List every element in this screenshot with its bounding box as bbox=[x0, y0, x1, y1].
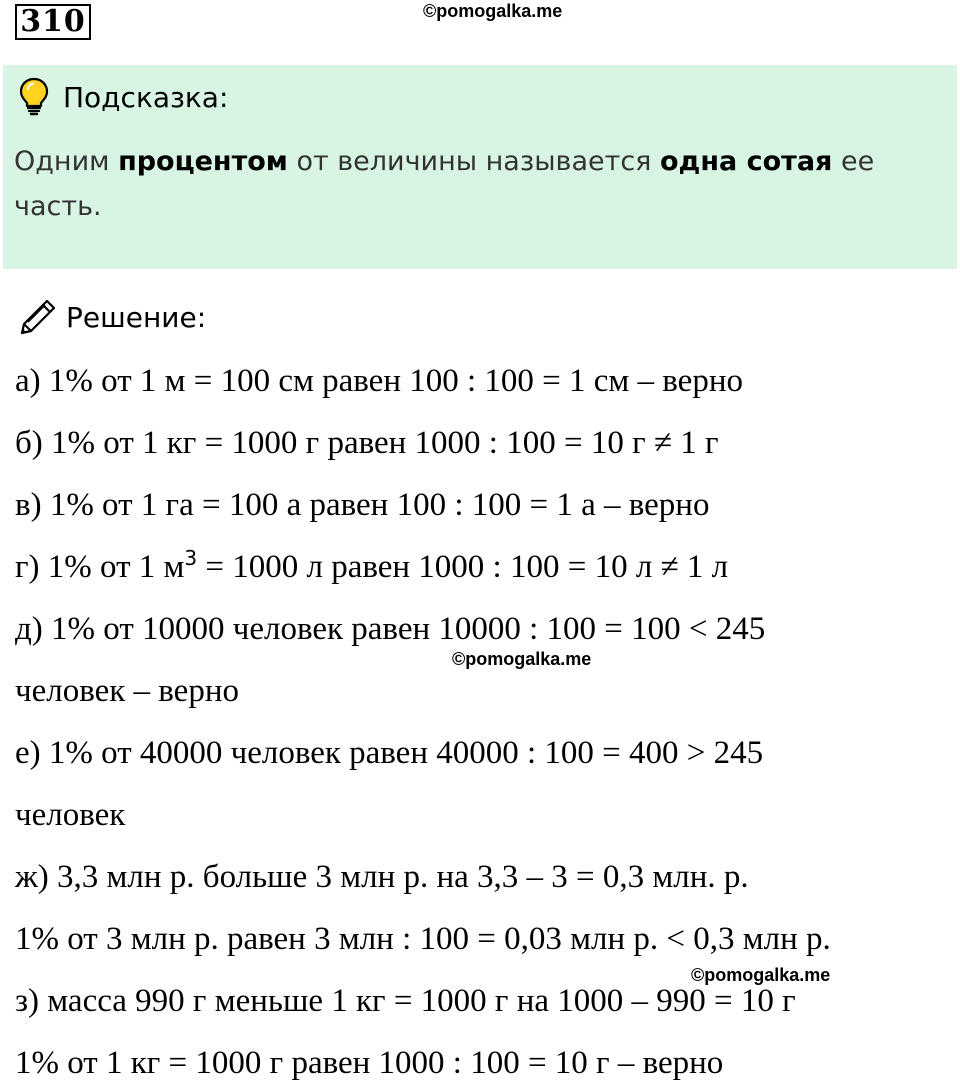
solution-line-d: д) 1% от 10000 человек равен 10000 : 100 = 100 < 245 bbox=[15, 611, 766, 647]
hint-term-percent: процентом bbox=[118, 146, 288, 177]
hint-box bbox=[3, 65, 957, 269]
solution-title-text: Решение: bbox=[66, 300, 207, 334]
solution-line-e-cont: человек bbox=[15, 797, 126, 833]
solution-title bbox=[18, 294, 206, 340]
solution-line-z-cont: 1% от 1 кг = 1000 г равен 1000 : 100 = 10 г – верно bbox=[15, 1045, 724, 1081]
hint-text: Одним процентом от величины называется одна сотая ее часть. bbox=[14, 146, 875, 222]
watermark: ©pomogalka.me bbox=[452, 649, 592, 669]
pencil-icon bbox=[18, 297, 58, 337]
hint-title-text: Подсказка: bbox=[63, 80, 229, 114]
hint-title bbox=[19, 75, 228, 119]
solution-line-d-cont: человек – верно bbox=[15, 673, 239, 709]
solution-line-b: б) 1% от 1 кг = 1000 г равен 1000 : 100 = 10 г ≠ 1 г bbox=[15, 425, 719, 461]
solution-line-g: г) 1% от 1 $м^3 = 1000$ л равен 1000 : 100 = 10 л ≠ 1 л bbox=[15, 546, 729, 585]
hint-term-hundredth: одна сотая bbox=[660, 146, 833, 177]
solution-line-z: з) масса 990 г меньше 1 кг = 1000 г на 1000 – 990 = 10 г bbox=[15, 983, 796, 1019]
solution-line-zh: ж) 3,3 млн р. больше 3 млн р. на 3,3 – 3 = 0,3 млн. р. bbox=[15, 859, 749, 895]
lightbulb-icon bbox=[19, 77, 49, 117]
watermark: ©pomogalka.me bbox=[691, 965, 831, 985]
task-number: 310 bbox=[15, 4, 91, 40]
solution-line-a: а) 1% от 1 м = 100 см равен 100 : 100 = 1 см – верно bbox=[15, 363, 743, 399]
solution-line-v: в) 1% от 1 га = 100 а равен 100 : 100 = 1 а – верно bbox=[15, 487, 710, 523]
solution-line-zh-cont: 1% от 3 млн р. равен 3 млн : 100 = 0,03 млн р. < 0,3 млн р. bbox=[15, 921, 831, 957]
superscript-cubed: 3 bbox=[184, 546, 198, 570]
solution-line-e: е) 1% от 40000 человек равен 40000 : 100 = 400 > 245 bbox=[15, 735, 764, 771]
watermark: ©pomogalka.me bbox=[423, 1, 563, 21]
